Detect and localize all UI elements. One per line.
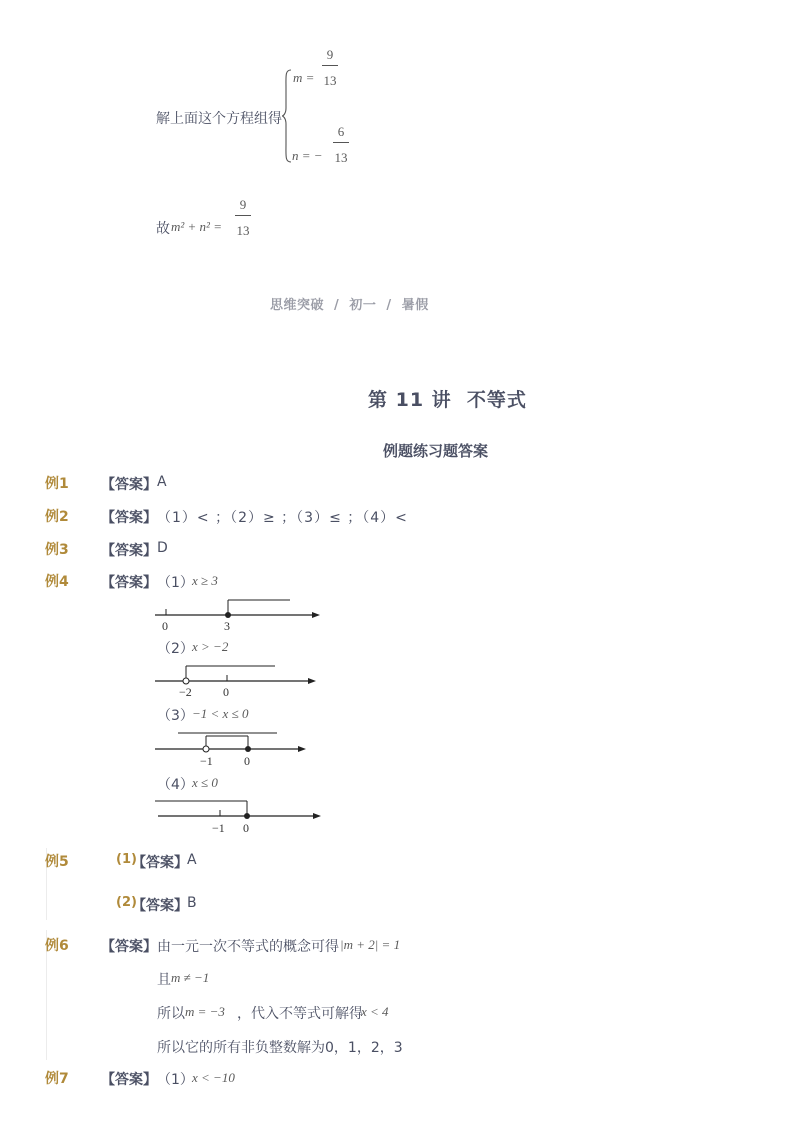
answer-text: A (157, 474, 167, 490)
tick-label: −1 (212, 821, 225, 835)
n-fraction (333, 125, 349, 165)
solve-label: 解上面这个方程组得 (156, 111, 282, 127)
solution-text: 且 (157, 972, 171, 988)
answer-tag: 【答案】 (101, 477, 157, 493)
result-expression: m² + n² = (171, 219, 222, 234)
tick-label: −2 (179, 685, 192, 699)
n-denominator: 13 (334, 150, 348, 165)
answer-tag: 【答案】 (132, 855, 188, 871)
tick-label: 3 (224, 619, 230, 633)
solution-expression: x < 4 (361, 1004, 389, 1019)
tick-label: 0 (244, 754, 250, 768)
result-fraction (235, 198, 251, 238)
example-label: 例6 (45, 938, 69, 954)
page-footer: 思维突破 / 初一 / 暑假 (270, 298, 429, 313)
solution-text: 所以它的所有非负整数解为0，1，2，3 (157, 1040, 403, 1056)
inequality-expression: x < −10 (192, 1070, 235, 1085)
answer-text: （1）< ；（2）≥ ；（3）≤ ；（4）< (157, 510, 408, 526)
part-prefix: （4） (157, 777, 194, 793)
m-denominator: 13 (323, 73, 337, 88)
part-prefix: （3） (157, 708, 194, 724)
answer-tag: 【答案】 (132, 898, 188, 914)
part-prefix: （1） (157, 1072, 194, 1088)
result-numerator: 9 (239, 197, 247, 212)
subpart-number: (1) (116, 852, 137, 867)
fraction-bar (322, 65, 338, 66)
example-label: 例4 (45, 574, 69, 590)
example-label: 例7 (45, 1071, 69, 1087)
inequality-expression: x ≤ 0 (192, 775, 218, 790)
lecture-subtitle: 例题练习题答案 (383, 442, 489, 460)
answer-tag: 【答案】 (101, 939, 157, 955)
m-equation-lhs: m = (293, 70, 315, 85)
n-equation-lhs: n = − (292, 148, 323, 163)
answer-text: D (157, 540, 168, 556)
solution-text: ，代入不等式可解得 (237, 1006, 363, 1022)
answer-tag: 【答案】 (101, 543, 157, 559)
result-denominator: 13 (236, 223, 250, 238)
part-prefix: （2） (157, 641, 194, 657)
inequality-expression: x > −2 (192, 639, 229, 654)
answer-text: B (187, 895, 197, 911)
n-numerator: 6 (337, 124, 345, 139)
example-label: 例5 (45, 854, 69, 870)
subpart-number: (2) (116, 895, 137, 910)
solution-expression: |m + 2| = 1 (340, 937, 401, 952)
answer-tag: 【答案】 (101, 510, 157, 526)
example-label: 例1 (45, 476, 69, 492)
tick-label: 0 (223, 685, 229, 699)
solution-text: 所以 (157, 1006, 185, 1022)
example-label: 例3 (45, 542, 69, 558)
m-fraction (322, 48, 338, 88)
number-line-2 (150, 658, 330, 703)
example-label: 例2 (45, 509, 69, 525)
fraction-bar (333, 142, 349, 143)
solution-expression: m = −3 (185, 1004, 225, 1019)
m-numerator: 9 (326, 47, 334, 62)
inequality-expression: −1 < x ≤ 0 (192, 706, 249, 721)
tick-label: −1 (200, 754, 213, 768)
fraction-bar (235, 215, 251, 216)
answer-text: A (187, 852, 197, 868)
tick-label: 0 (162, 619, 168, 633)
number-line-3 (150, 726, 330, 771)
number-line-1 (150, 592, 330, 637)
result-prefix: 故 (156, 221, 170, 237)
answer-tag: 【答案】 (101, 575, 157, 591)
solution-text: 由一元一次不等式的概念可得 (157, 939, 339, 955)
tick-label: 0 (243, 821, 249, 835)
number-line-4 (150, 794, 330, 839)
solution-expression: m ≠ −1 (171, 970, 210, 985)
inequality-expression: x ≥ 3 (192, 573, 218, 588)
lecture-title: 第 11 讲 不等式 (368, 389, 527, 411)
answer-tag: 【答案】 (101, 1072, 157, 1088)
part-prefix: （1） (157, 575, 194, 591)
